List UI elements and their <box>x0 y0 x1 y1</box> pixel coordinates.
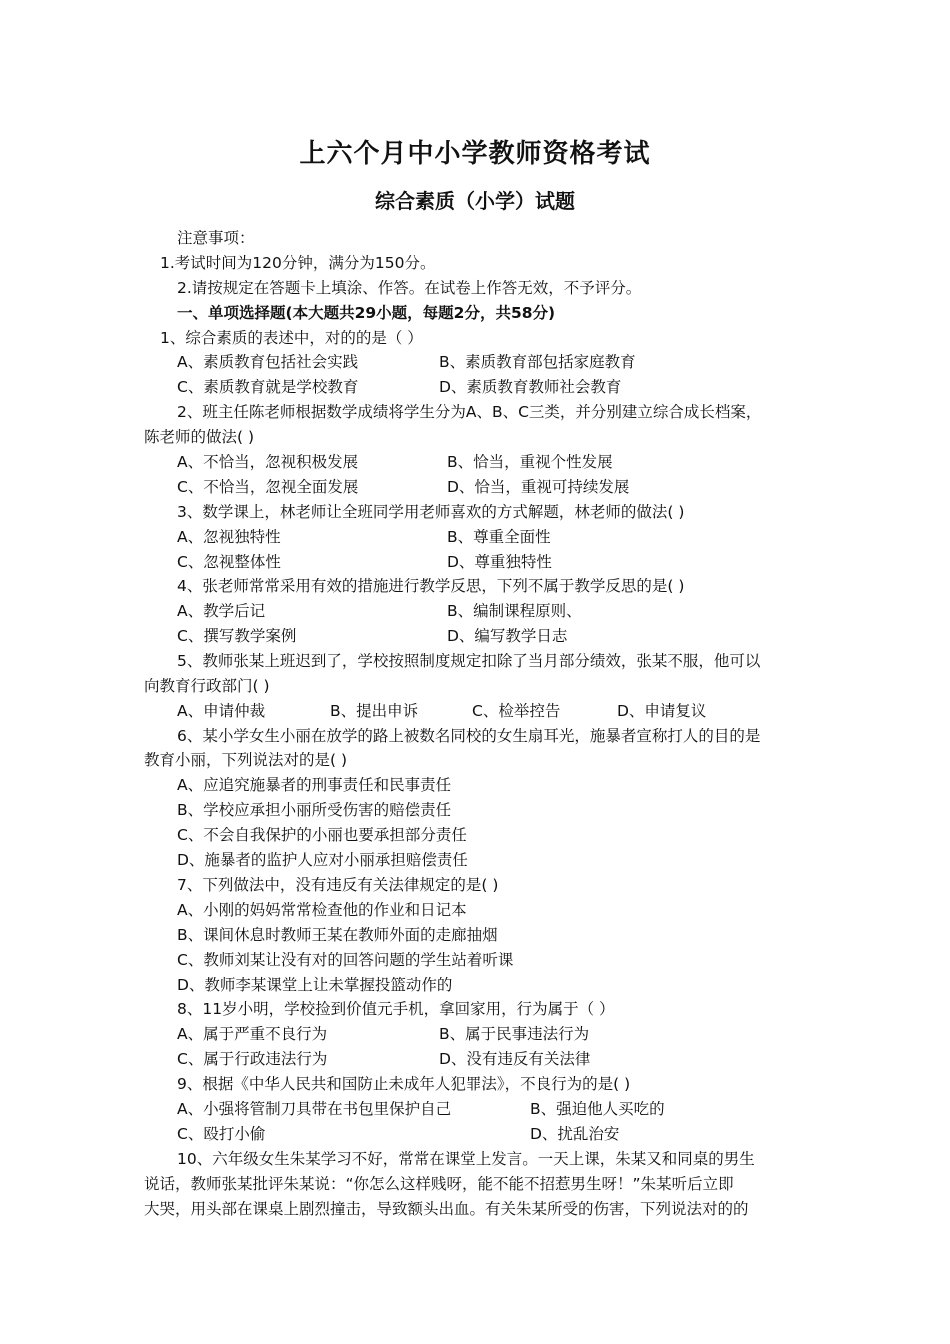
option-d: D、素质教育教师社会教育 <box>439 378 622 396</box>
question-stem: 4、张老师常常采用有效的措施进行教学反思，下列不属于教学反思的是( ) <box>177 577 685 595</box>
question-stem: 3、数学课上，林老师让全班同学用老师喜欢的方式解题，林老师的做法( ) <box>177 503 685 521</box>
question-stem: 7、下列做法中，没有违反有关法律规定的是( ) <box>177 876 499 894</box>
option-b: B、恰当，重视个性发展 <box>447 453 613 471</box>
question-stem: 8、11岁小明，学校捡到价值元手机，拿回家用，行为属于（ ） <box>177 1000 615 1018</box>
option-a: A、申请仲裁 <box>177 702 266 720</box>
question-stem-cont: 大哭，用头部在课桌上剧烈撞击，导致额头出血。有关朱某所受的伤害，下列说法对的的 <box>144 1200 749 1218</box>
option-b: B、学校应承担小丽所受伤害的赔偿责任 <box>177 801 452 819</box>
option-b: B、编制课程原则、 <box>447 602 582 620</box>
option-c: C、殴打小偷 <box>177 1125 266 1143</box>
option-c: C、忽视整体性 <box>177 553 281 571</box>
question-stem: 9、根据《中华人民共和国防止未成年人犯罪法》，不良行为的是( ) <box>177 1075 631 1093</box>
option-a: A、小刚的妈妈常常检查他的作业和日记本 <box>177 901 467 919</box>
option-d: D、尊重独特性 <box>447 553 552 571</box>
notice-item-1: 1.考试时间为120分钟，满分为150分。 <box>160 254 436 272</box>
option-d: D、施暴者的监护人应对小丽承担赔偿责任 <box>177 851 468 869</box>
section-heading: 一、单项选择题(本大题共29小题，每题2分，共58分) <box>177 304 556 322</box>
question-stem-cont: 说话，教师张某批评朱某说：“你怎么这样贱呀，能不能不招惹男生呀！”朱某听后立即 <box>144 1175 734 1193</box>
option-c: C、素质教育就是学校教育 <box>177 378 359 396</box>
option-b: B、尊重全面性 <box>447 528 551 546</box>
option-b: B、属于民事违法行为 <box>439 1025 590 1043</box>
question-stem-cont: 陈老师的做法( ) <box>144 428 255 446</box>
option-c: C、教师刘某让没有对的回答问题的学生站着听课 <box>177 951 514 969</box>
option-a: A、小强将管制刀具带在书包里保护自己 <box>177 1100 452 1118</box>
option-d: D、申请复议 <box>617 702 707 720</box>
question-stem: 1、综合素质的表述中，对的的是（ ） <box>160 329 423 347</box>
option-d: D、没有违反有关法律 <box>439 1050 591 1068</box>
notice-heading: 注意事项： <box>177 229 255 247</box>
option-a: A、属于严重不良行为 <box>177 1025 328 1043</box>
option-b: B、提出申诉 <box>330 702 419 720</box>
exam-title: 上六个月中小学教师资格考试 <box>299 139 651 169</box>
question-stem: 10、六年级女生朱某学习不好，常常在课堂上发言。一天上课，朱某又和同桌的男生 <box>177 1150 755 1168</box>
option-c: C、撰写教学案例 <box>177 627 297 645</box>
question-stem-cont: 向教育行政部门( ) <box>144 677 270 695</box>
option-d: D、恰当，重视可持续发展 <box>447 478 630 496</box>
option-b: B、强迫他人买吃的 <box>530 1100 665 1118</box>
exam-subtitle: 综合素质（小学）试题 <box>375 189 575 213</box>
question-stem-cont: 教育小丽，下列说法对的是( ) <box>144 751 348 769</box>
option-c: C、不恰当，忽视全面发展 <box>177 478 359 496</box>
option-a: A、应追究施暴者的刑事责任和民事责任 <box>177 776 452 794</box>
option-b: B、素质教育部包括家庭教育 <box>439 353 636 371</box>
option-c: C、属于行政违法行为 <box>177 1050 328 1068</box>
option-a: A、忽视独特性 <box>177 528 281 546</box>
option-c: C、不会自我保护的小丽也要承担部分责任 <box>177 826 467 844</box>
option-b: B、课间休息时教师王某在教师外面的走廊抽烟 <box>177 926 498 944</box>
question-stem: 5、教师张某上班迟到了，学校按照制度规定扣除了当月部分绩效，张某不服，他可以 <box>177 652 761 670</box>
option-a: A、教学后记 <box>177 602 266 620</box>
option-a: A、素质教育包括社会实践 <box>177 353 359 371</box>
option-d: D、教师李某课堂上让未掌握投篮动作的 <box>177 976 453 994</box>
option-c: C、检举控告 <box>472 702 561 720</box>
question-stem: 6、某小学女生小丽在放学的路上被数名同校的女生扇耳光，施暴者宣称打人的目的是 <box>177 727 761 745</box>
notice-item-2: 2.请按规定在答题卡上填涂、作答。在试卷上作答无效，不予评分。 <box>177 279 642 297</box>
question-stem: 2、班主任陈老师根据数学成绩将学生分为A、B、C三类，并分别建立综合成长档案， <box>177 403 762 421</box>
option-d: D、扰乱治安 <box>530 1125 620 1143</box>
option-a: A、不恰当，忽视积极发展 <box>177 453 359 471</box>
option-d: D、编写教学日志 <box>447 627 568 645</box>
